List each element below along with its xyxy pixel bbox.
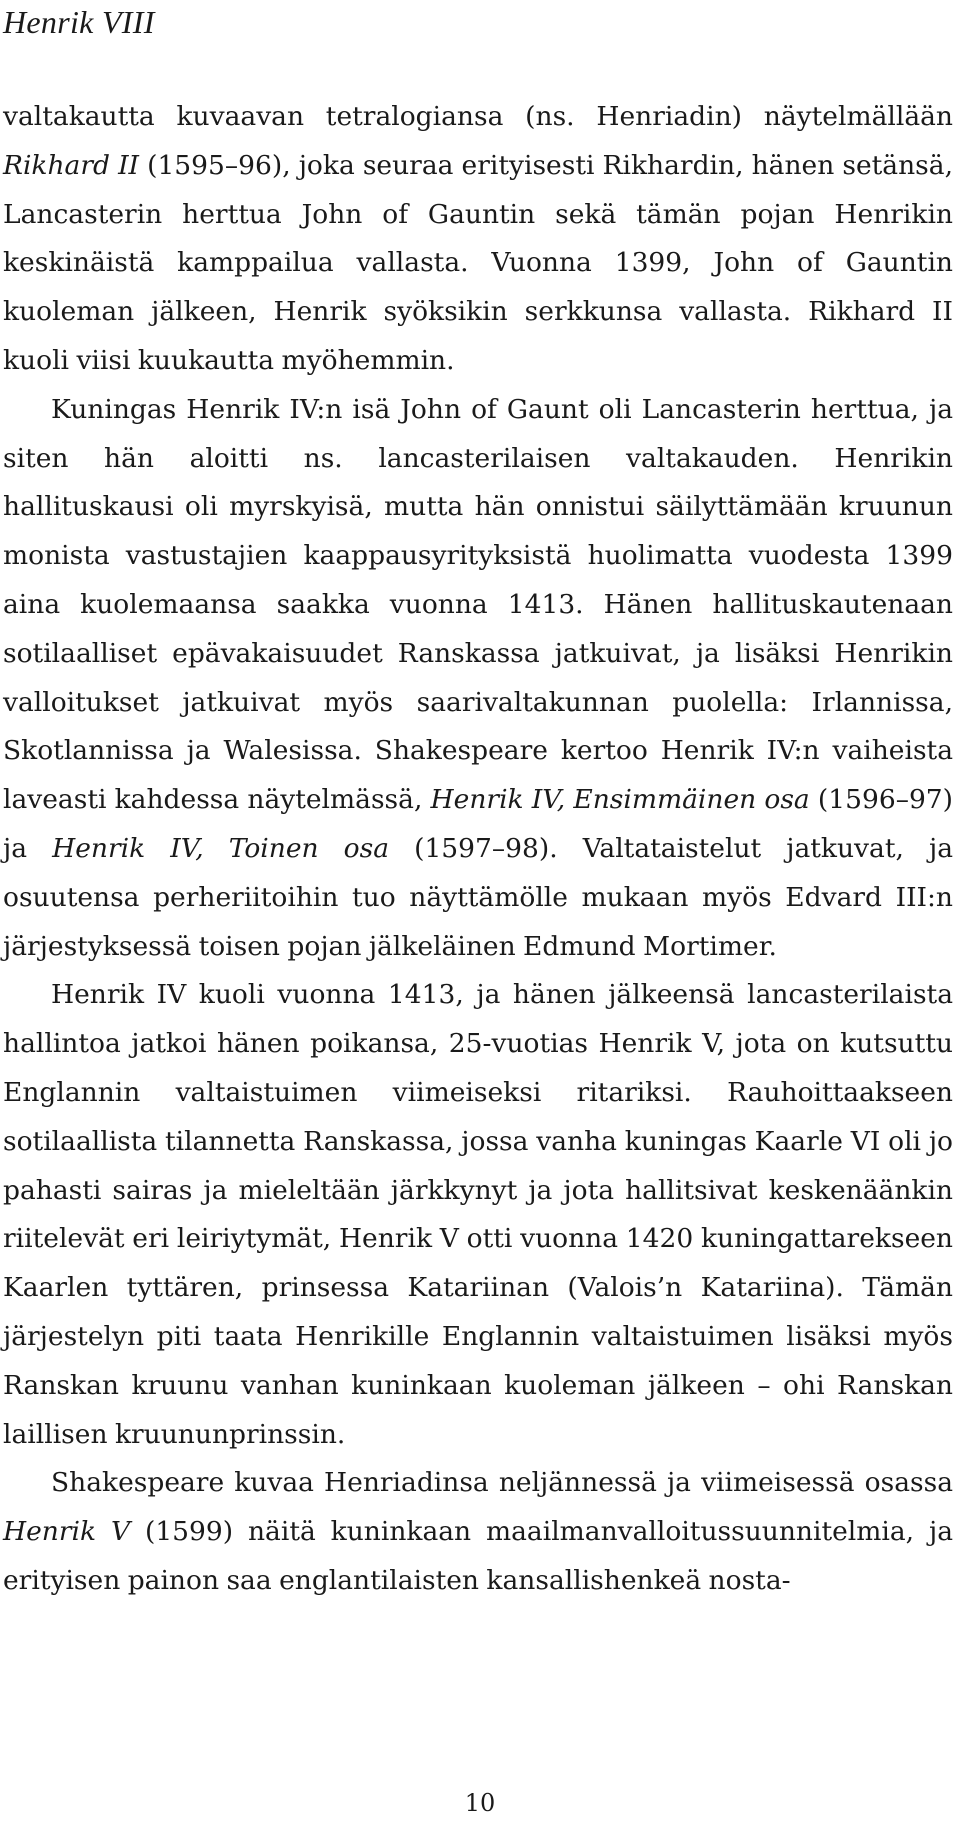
paragraph-2 <box>3 386 953 972</box>
paragraph-1 <box>3 93 953 386</box>
text-run: (1595–96), joka seuraa erityisesti Rikhardin, hänen setänsä, Lancasterin herttua John of Gauntin sekä tämän pojan Henrikin keskinäistä kamppailua vallasta. Vuonna 1399, John of Gauntin kuoleman jälkeen, Henrik syöksikin serkkunsa vallasta. Rikhard II kuoli viisi kuukautta myöhemmin. <box>3 149 953 376</box>
italic-title: Henrik V <box>3 1516 131 1548</box>
italic-title: Rikhard II <box>3 149 140 181</box>
paragraph-4 <box>3 1459 953 1605</box>
italic-title: Henrik IV, Toinen osa <box>52 832 390 864</box>
body-text <box>3 93 953 1606</box>
italic-title: Henrik IV, Ensimmäinen osa <box>430 784 810 816</box>
running-head-title: Henrik VIII <box>3 4 155 40</box>
text-run: (1599) näitä kuninkaan maailmanvalloitussuunnitelmia, ja erityisen painon saa englantilaisten kansallishenkeä nosta- <box>3 1516 953 1596</box>
page-number: 10 <box>464 1789 496 1817</box>
text-run: (1596–97) ja <box>3 784 953 864</box>
text-run: Henrik IV kuoli vuonna 1413, ja hänen jälkeensä lancasterilaista hallintoa jatkoi hänen poikansa, 25-vuotias Henrik V, jota on kutsuttu Englannin valtaistuimen viimeiseksi ritariksi. Rauhoittaakseen sotilaallista tilannetta Ranskassa, jossa vanha kuningas Kaarle VI oli jo pahasti sairas ja mieleltään järkkynyt ja jota hallitsivat keskenäänkin riitelevät eri leiriytymät, Henrik V otti vuonna 1420 kuningattarekseen Kaarlen tyttären, prinsessa Katariinan (Valois’n Katariina). Tämän järjestelyn piti taata Henrikille Englannin valtaistuimen lisäksi myös Ranskan kruunu vanhan kuninkaan kuoleman jälkeen – ohi Ranskan laillisen kruununprinssin. <box>3 979 953 1450</box>
paragraph-3 <box>3 971 953 1459</box>
text-run: valtakautta kuvaavan tetralogiansa (ns. Henriadin) näytelmällään <box>3 101 953 132</box>
text-run: (1597–98). Valtataistelut jatkuvat, ja osuutensa perheriitoihin tuo näyttämölle mukaan myös Edvard III:n järjestyksessä toisen pojan jälkeläinen Edmund Mortimer. <box>3 832 953 962</box>
text-run: Shakespeare kuvaa Henriadinsa neljännessä ja viimeisessä osassa <box>51 1467 953 1499</box>
text-run: Kuningas Henrik IV:n isä John of Gaunt oli Lancasterin herttua, ja siten hän aloitti ns. lancasterilaisen valtakauden. Henrikin hallituskausi oli myrskyisä, mutta hän onnistui säilyttämään kruunun monista vastustajien kaappausyrityksistä huolimatta vuodesta 1399 aina kuolemaansa saakka vuonna 1413. Hänen hallituskautenaan sotilaalliset epävakaisuudet Ranskassa jatkuivat, ja lisäksi Henrikin valloitukset jatkuivat myös saarivaltakunnan puolella: Irlannissa, Skotlannissa ja Walesissa. Shakespeare kertoo Henrik IV:n vaiheista laveasti kahdessa näytelmässä, <box>3 393 953 816</box>
